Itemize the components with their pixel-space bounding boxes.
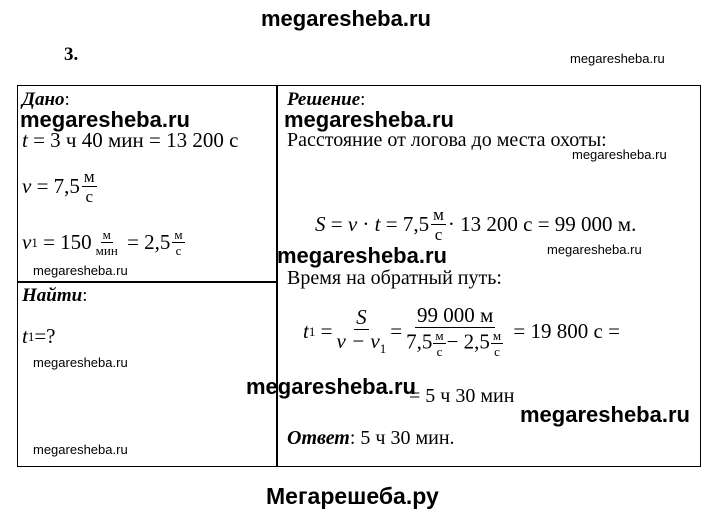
header-watermark: megaresheba.ru bbox=[261, 6, 431, 31]
watermark-big: megaresheba.ru bbox=[246, 374, 416, 399]
footer-brand: Мегарешеба.ру bbox=[266, 483, 439, 509]
time-result: = 5 ч 30 мин bbox=[409, 385, 515, 407]
solution-line-distance: Расстояние от логова до места охоты: bbox=[287, 129, 607, 151]
watermark-small: megaresheba.ru bbox=[33, 442, 128, 457]
watermark-small: megaresheba.ru bbox=[33, 263, 128, 278]
solution-heading: Решение: bbox=[287, 89, 366, 110]
given-heading: Дано: bbox=[22, 89, 70, 110]
watermark-big: megaresheba.ru bbox=[20, 107, 190, 132]
find-t1: t 1 =? bbox=[22, 324, 56, 348]
watermark-big: megaresheba.ru bbox=[277, 243, 447, 268]
watermark-big: megaresheba.ru bbox=[284, 107, 454, 132]
column-divider bbox=[276, 85, 278, 467]
given-time: t = 3 ч 40 мин = 13 200 с bbox=[22, 128, 239, 152]
watermark-small: megaresheba.ru bbox=[547, 242, 642, 257]
time-formula: t 1 = $\frac{S}{v - v_1}$ = 99 000 м 7,5 $\frac{м}{с}$ − 2,5 $\frac{м}{с}$ = 19 800 с = bbox=[303, 303, 620, 359]
row-divider bbox=[17, 281, 277, 283]
watermark-small: megaresheba.ru bbox=[572, 147, 667, 162]
watermark-big: megaresheba.ru bbox=[520, 402, 690, 427]
distance-formula: S = v · t = 7,5 $\frac{м}{с}$ · 13 200 с = 99 000 м. bbox=[315, 205, 637, 244]
given-speed-v1: v 1 = 150 $\frac{м}{\text{мин}}$ = 2,5 $\frac{м}{с}$ bbox=[22, 227, 183, 258]
answer-line: Ответ: 5 ч 30 мин. bbox=[287, 427, 455, 449]
solution-line-time: Время на обратный путь: bbox=[287, 267, 502, 289]
watermark-small: megaresheba.ru bbox=[33, 355, 128, 370]
watermark-small: megaresheba.ru bbox=[570, 51, 665, 66]
given-speed: v = 7,5 $\frac{м}{с}$ bbox=[22, 167, 95, 206]
problem-number: 3. bbox=[64, 44, 79, 65]
find-heading: Найти: bbox=[22, 285, 88, 306]
